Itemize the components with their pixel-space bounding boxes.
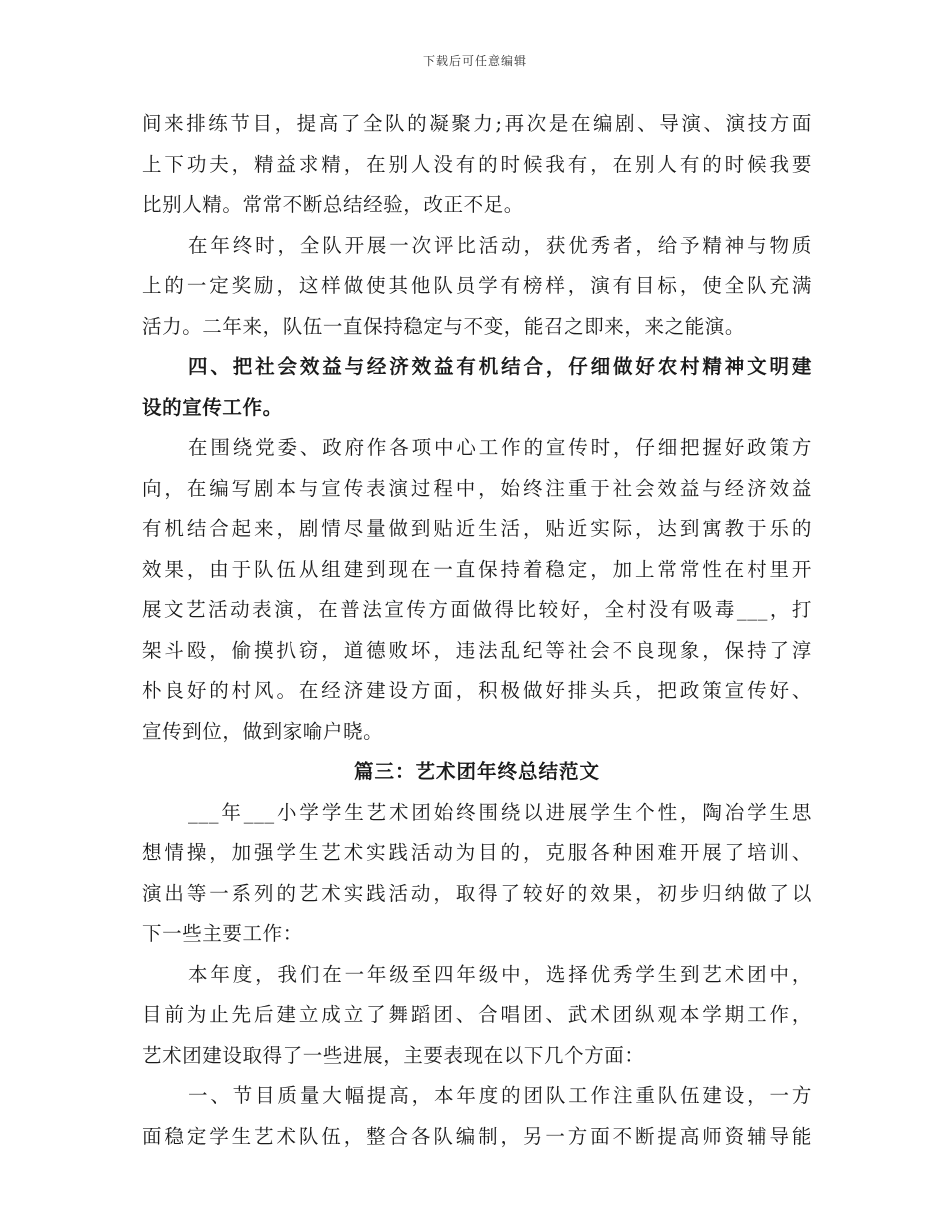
text-line: 展文艺活动表演，在普法宣传方面做得比较好，全村没有吸毒___，打 bbox=[142, 598, 812, 621]
text-line: 在年终时，全队开展一次评比活动，获优秀者，给予精神与物质 bbox=[188, 233, 812, 257]
chapter-title: 篇三：艺术团年终总结范文 bbox=[353, 760, 600, 783]
document-body bbox=[142, 104, 812, 1157]
text-line: ___年___小学学生艺术团始终围绕以进展学生个性，陶冶学生思 bbox=[188, 800, 812, 824]
section-heading-line: 设的宣传工作。 bbox=[142, 395, 283, 419]
text-line: 宣传到位，做到家喻户晓。 bbox=[142, 719, 384, 743]
text-line: 下一些主要工作： bbox=[142, 922, 303, 945]
section-heading-line: 四、把社会效益与经济效益有机结合，仔细做好农村精神文明建 bbox=[188, 355, 812, 378]
page-header-note: 下载后可任意编辑 bbox=[422, 54, 527, 68]
text-line: 架斗殴，偷摸扒窃，道德败坏，违法乱纪等社会不良现象，保持了淳 bbox=[142, 638, 812, 662]
text-line: 间来排练节目，提高了全队的凝聚力;再次是在编剧、导演、演技方面 bbox=[142, 112, 812, 135]
text-line: 效果，由于队伍从组建到现在一直保持着稳定，加上常常性在村里开 bbox=[142, 557, 812, 581]
text-line: 一、节目质量大幅提高，本年度的团队工作注重队伍建设，一方 bbox=[188, 1084, 812, 1107]
text-line: 在围绕党委、政府作各项中心工作的宣传时，仔细把握好政策方 bbox=[188, 436, 812, 459]
text-line: 比别人精。常常不断总结经验，改正不足。 bbox=[142, 193, 524, 216]
text-line: 上的一定奖励，这样做使其他队员学有榜样，演有目标，使全队充满 bbox=[142, 274, 812, 297]
text-line: 本年度，我们在一年级至四年级中，选择优秀学生到艺术团中， bbox=[188, 962, 812, 986]
text-line: 面稳定学生艺术队伍，整合各队编制，另一方面不断提高师资辅导能 bbox=[142, 1124, 812, 1148]
text-line: 朴良好的村风。在经济建设方面，积极做好排头兵，把政策宣传好、 bbox=[142, 679, 812, 702]
text-line: 目前为止先后建立成立了舞蹈团、合唱团、武术团纵观本学期工作， bbox=[142, 1003, 812, 1026]
text-line: 活力。二年来，队伍一直保持稳定与不变，能召之即来，来之能演。 bbox=[142, 314, 746, 338]
text-line: 艺术团建设取得了一些进展，主要表现在以下几个方面： bbox=[142, 1043, 645, 1067]
text-line: 向，在编写剧本与宣传表演过程中，始终注重于社会效益与经济效益 bbox=[142, 476, 812, 500]
text-line: 有机结合起来，剧情尽量做到贴近生活，贴近实际，达到寓教于乐的 bbox=[142, 517, 812, 540]
text-line: 上下功夫，精益求精，在别人没有的时候我有，在别人有的时候我要 bbox=[142, 152, 812, 176]
text-line: 演出等一系列的艺术实践活动，取得了较好的效果，初步归纳做了以 bbox=[142, 881, 812, 905]
text-line: 想情操，加强学生艺术实践活动为目的，克服各种困难开展了培训、 bbox=[142, 841, 812, 864]
